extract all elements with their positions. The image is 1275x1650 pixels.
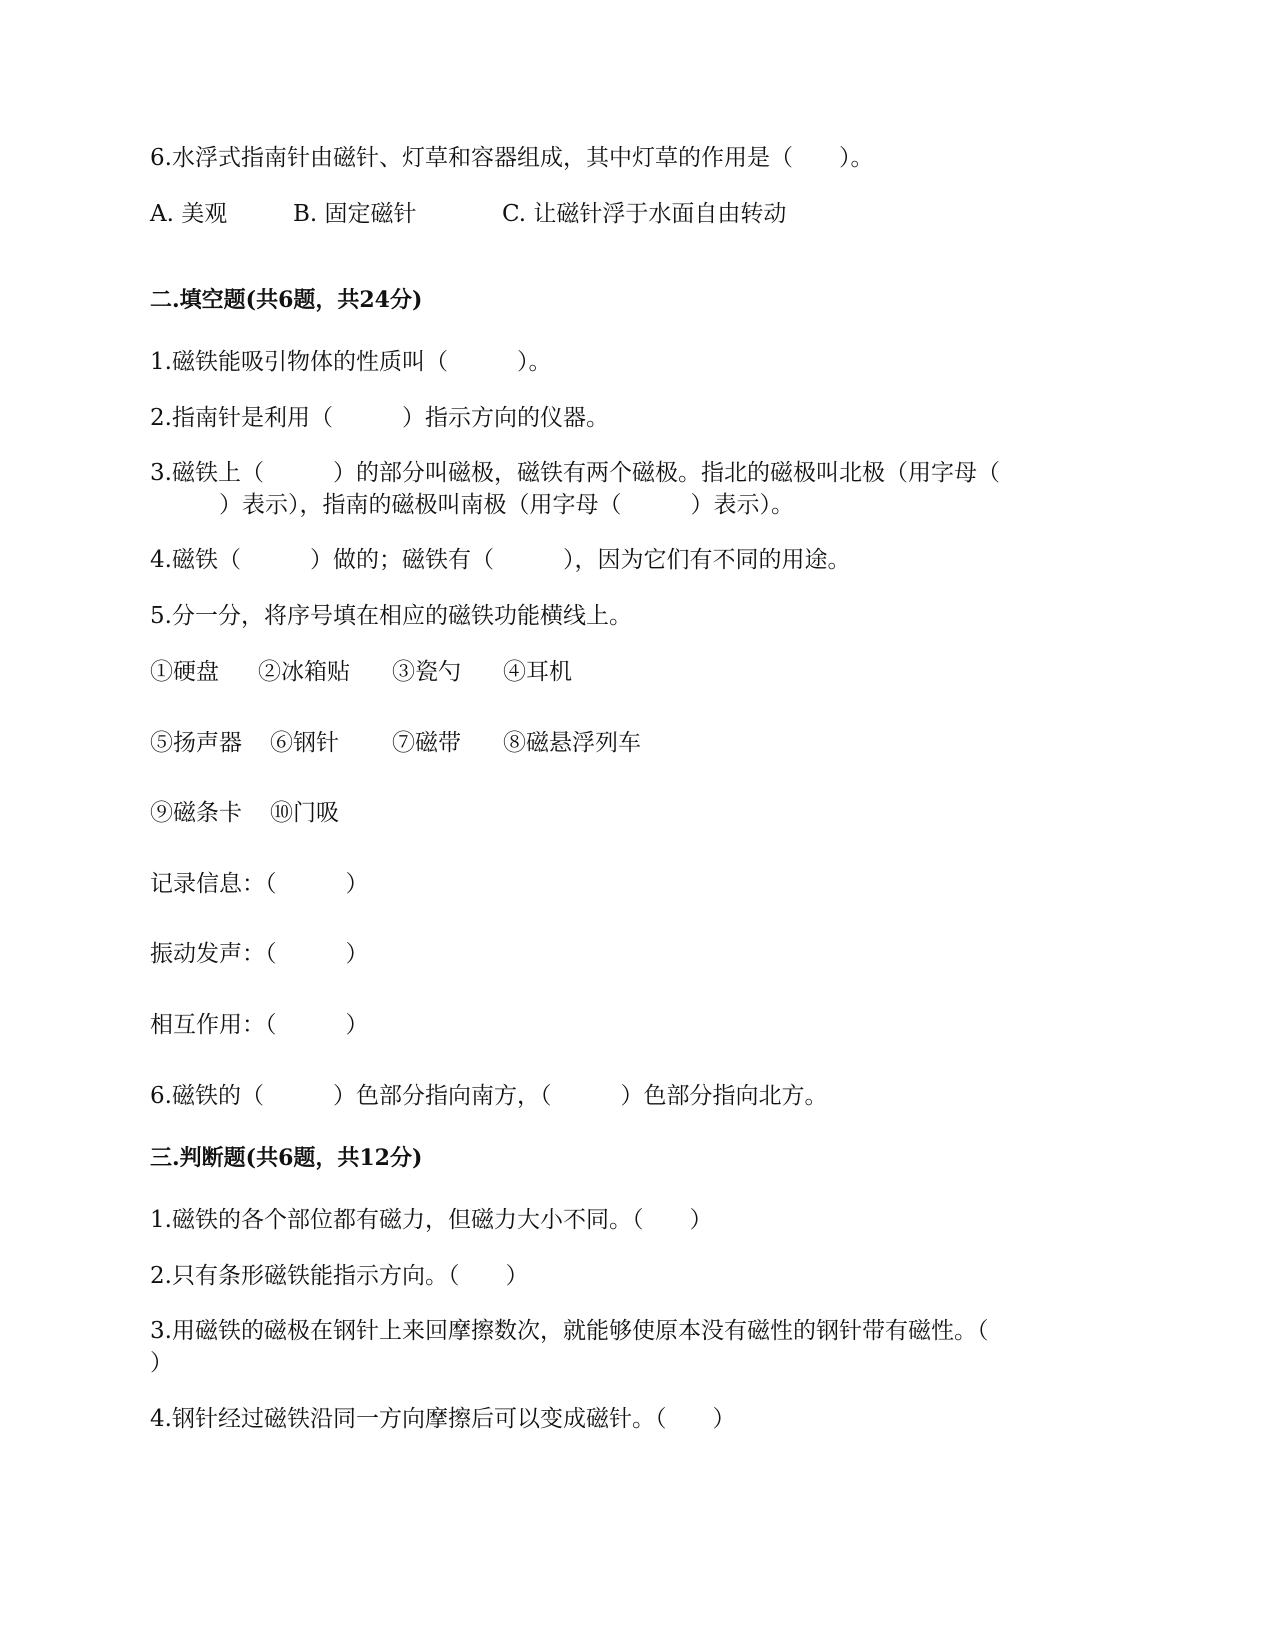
judge-q1: 1.磁铁的各个部位都有磁力，但磁力大小不同。（ ） (150, 1207, 713, 1233)
fill-heading: 二.填空题(共6题，共24分) (150, 287, 423, 313)
fill-q3-line2: ）表示），指南的磁极叫南极（用字母（ ）表示）。 (150, 492, 794, 518)
judge-q4: 4.钢针经过磁铁沿同一方向摩擦后可以变成磁针。（ ） (150, 1406, 736, 1432)
choice-q6-option-c: C. 让磁针浮于水面自由转动 (502, 201, 787, 227)
fill-q1: 1.磁铁能吸引物体的性质叫（ ）。 (150, 349, 552, 375)
choice-q6-option-b: B. 固定磁针 (293, 201, 417, 227)
q5-item: ⑥钢针 (270, 730, 339, 756)
choice-q6-option-a: A. 美观 (150, 201, 228, 227)
judge-q2: 2.只有条形磁铁能指示方向。（ ） (150, 1263, 529, 1289)
fill-q4: 4.磁铁（ ）做的；磁铁有（ ），因为它们有不同的用途。 (150, 547, 851, 573)
q5-item: ③瓷勺 (392, 659, 461, 685)
fill-q2: 2.指南针是利用（ ）指示方向的仪器。 (150, 405, 609, 431)
choice-q6: 6.水浮式指南针由磁针、灯草和容器组成，其中灯草的作用是（ ）。 (150, 145, 874, 171)
q5-item: ①硬盘 (150, 659, 219, 685)
q5-item: ②冰箱贴 (258, 659, 350, 685)
judge-q3-line1: 3.用磁铁的磁极在钢针上来回摩擦数次，就能够使原本没有磁性的钢针带有磁性。（ (150, 1318, 989, 1344)
fill-q3-line1: 3.磁铁上（ ）的部分叫磁极，磁铁有两个磁极。指北的磁极叫北极（用字母（ (150, 460, 1000, 486)
q5-item: ⑤扬声器 (150, 730, 242, 756)
q5-item: ⑩门吸 (270, 800, 339, 826)
q5-item: ⑨磁条卡 (150, 800, 242, 826)
fill-vibrate-sound: 振动发声：（ ） (150, 941, 369, 967)
fill-interaction: 相互作用：（ ） (150, 1012, 369, 1038)
q5-item: ⑧磁悬浮列车 (503, 730, 641, 756)
judge-q3-line2: ） (150, 1350, 173, 1376)
judge-heading: 三.判断题(共6题，共12分) (150, 1145, 423, 1171)
q5-item: ⑦磁带 (392, 730, 461, 756)
fill-q5: 5.分一分，将序号填在相应的磁铁功能横线上。 (150, 603, 632, 629)
fill-record-info: 记录信息：（ ） (150, 871, 369, 897)
q5-item: ④耳机 (503, 659, 572, 685)
fill-q6: 6.磁铁的（ ）色部分指向南方，（ ）色部分指向北方。 (150, 1083, 828, 1109)
